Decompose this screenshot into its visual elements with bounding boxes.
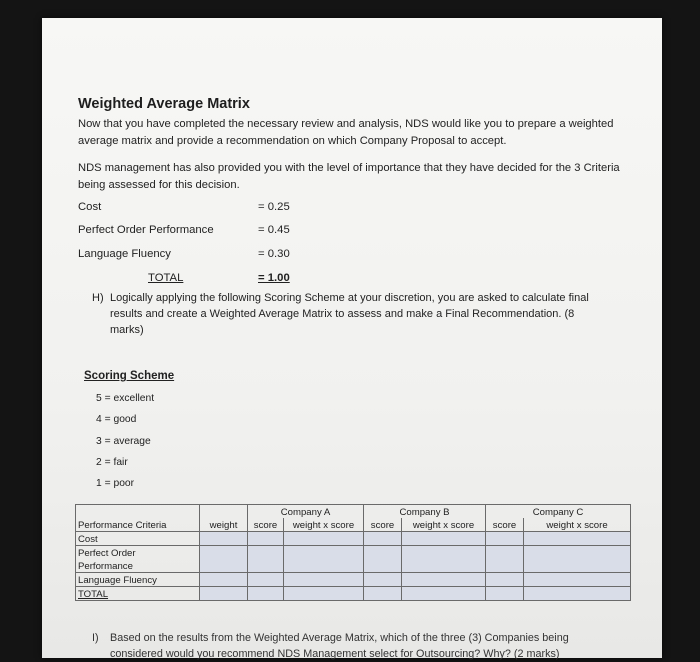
intro-paragraph: Now that you have completed the necessary review and analysis, NDS would like you to prepare a weighted average matrix and provide a recommendation on which Company Proposal to accept.: [78, 118, 614, 147]
matrix-cell[interactable]: [402, 546, 486, 573]
matrix-cell[interactable]: [200, 532, 248, 546]
management-note: NDS management has also provided you with the level of importance that they have decided for the 3 Criteria being assessed for this decision.: [78, 162, 620, 191]
question-text: Based on the results from the Weighted Average Matrix, which of the three (3) Companies being considered would you recommend NDS Management select for Outsourcing? Why? (2 marks): [110, 632, 569, 660]
scheme-item: 2 = fair: [96, 457, 128, 468]
weight-x-score-column-header: weight x score: [402, 518, 486, 532]
weight-x-score-column-header: weight x score: [284, 518, 364, 532]
weighted-average-matrix: [75, 504, 631, 601]
question-number: I): [92, 632, 99, 644]
score-column-header: score: [364, 518, 402, 532]
weight-column-header: weight: [200, 518, 248, 532]
matrix-company-header-row: [76, 505, 631, 519]
matrix-cell[interactable]: [284, 587, 364, 601]
row-label: Cost: [76, 532, 200, 546]
matrix-cell[interactable]: [248, 532, 284, 546]
matrix-cell[interactable]: [364, 532, 402, 546]
criteria-column-header: Performance Criteria: [76, 518, 200, 532]
row-label: Perfect Order: [76, 546, 200, 560]
matrix-cell[interactable]: [248, 546, 284, 573]
company-c-header: Company C: [486, 505, 631, 519]
criterion-name: Cost: [78, 201, 102, 213]
row-label: Language Fluency: [76, 573, 200, 587]
matrix-cell[interactable]: [364, 546, 402, 573]
matrix-cell[interactable]: [524, 573, 631, 587]
table-row: [76, 532, 631, 546]
matrix-cell[interactable]: [248, 573, 284, 587]
company-b-header: Company B: [364, 505, 486, 519]
score-column-header: score: [248, 518, 284, 532]
matrix-cell[interactable]: [486, 546, 524, 573]
matrix-cell[interactable]: [284, 573, 364, 587]
company-a-header: Company A: [248, 505, 364, 519]
matrix-cell[interactable]: [200, 587, 248, 601]
matrix-column-header-row: [76, 518, 631, 532]
matrix-cell[interactable]: [486, 532, 524, 546]
table-row: [76, 587, 631, 601]
page-title: Weighted Average Matrix: [78, 96, 250, 112]
table-row: [76, 546, 631, 560]
criterion-name: Language Fluency: [78, 248, 171, 260]
matrix-cell[interactable]: [200, 546, 248, 573]
matrix-cell[interactable]: [284, 546, 364, 573]
criterion-weight: = 0.25: [258, 201, 290, 213]
matrix-cell[interactable]: [402, 532, 486, 546]
matrix-cell[interactable]: [200, 573, 248, 587]
criterion-name: Perfect Order Performance: [78, 224, 214, 236]
scheme-item: 5 = excellent: [96, 393, 155, 404]
criterion-weight: = 0.30: [258, 248, 290, 260]
matrix-cell[interactable]: [248, 587, 284, 601]
total-value: = 1.00: [258, 272, 290, 284]
question-number: H): [92, 292, 104, 304]
matrix-cell[interactable]: [486, 573, 524, 587]
scoring-scheme-title: Scoring Scheme: [84, 370, 175, 382]
question-text: Logically applying the following Scoring Scheme at your discretion, you are asked to calculate final results and create a Weighted Average Matrix to assess and make a Final Recommendation. (8 marks): [110, 292, 589, 336]
criterion-weight: = 0.45: [258, 224, 290, 236]
matrix-cell[interactable]: [364, 573, 402, 587]
weight-x-score-column-header: weight x score: [524, 518, 631, 532]
matrix-cell[interactable]: [402, 587, 486, 601]
matrix-cell[interactable]: [402, 573, 486, 587]
row-label: Performance: [76, 559, 200, 573]
score-column-header: score: [486, 518, 524, 532]
scheme-item: 1 = poor: [96, 478, 135, 489]
row-label: TOTAL: [76, 587, 200, 601]
matrix-cell[interactable]: [486, 587, 524, 601]
document-page: [42, 18, 662, 658]
total-label: TOTAL: [148, 272, 184, 284]
table-row: [76, 573, 631, 587]
matrix-cell[interactable]: [524, 546, 631, 573]
matrix-cell[interactable]: [284, 532, 364, 546]
scheme-item: 3 = average: [96, 436, 151, 447]
matrix-cell[interactable]: [524, 587, 631, 601]
matrix-cell[interactable]: [524, 532, 631, 546]
scheme-item: 4 = good: [96, 414, 137, 425]
matrix-cell[interactable]: [364, 587, 402, 601]
